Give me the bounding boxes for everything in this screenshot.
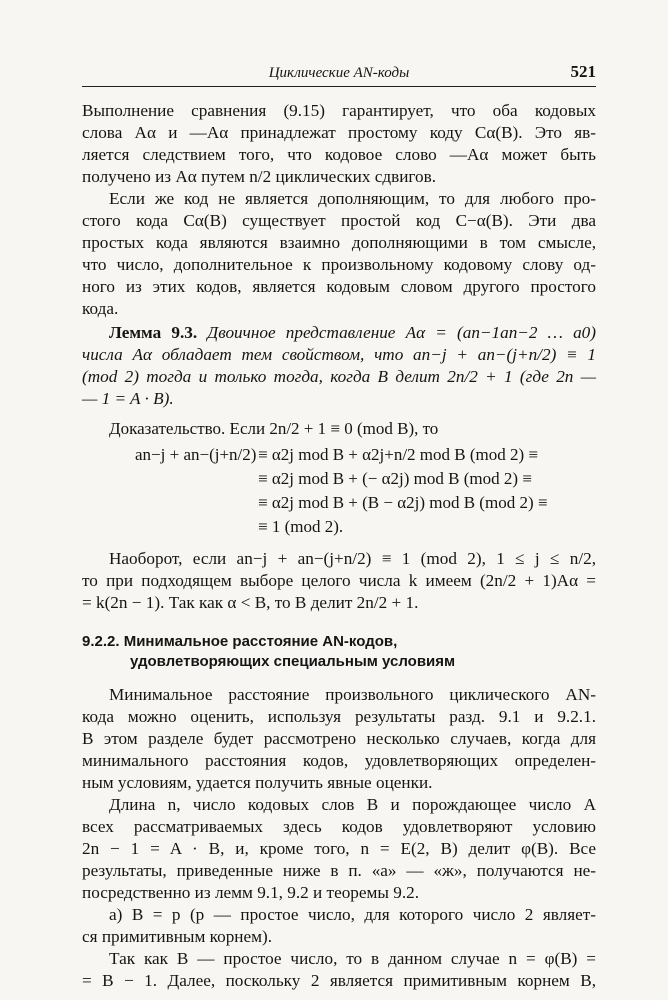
- section-heading: [82, 632, 397, 652]
- text-line: Так как B — простое число, то в данном случае n = φ(B) =: [109, 949, 596, 968]
- section-title-line2: удовлетворяющих специальным условиям: [130, 653, 456, 670]
- text-line: Выполнение сравнения (9.15) гарантирует, что оба кодовых: [82, 101, 596, 120]
- text-line: кода можно оценить, используя результаты разд. 9.1 и 9.2.1.: [82, 707, 596, 726]
- text-line: ным условиям, удается получить явные оценки.: [82, 773, 433, 792]
- page-number: 521: [570, 62, 596, 81]
- lemma-line: (mod 2) тогда и только тогда, когда B делит 2n/2 + 1 (где 2n —: [82, 367, 596, 386]
- text-line: ляется следствием того, что кодовое слово —Aα может быть: [82, 145, 596, 164]
- text-line: получено из Aα путем n/2 циклических сдвигов.: [82, 167, 437, 186]
- proof-row: ≡ 1 (mod 2).: [258, 517, 344, 536]
- text-line: = B − 1. Далее, поскольку 2 является примитивным корнем B,: [82, 971, 596, 990]
- running-title: Циклические AN-коды: [268, 65, 410, 81]
- text-line: результаты, приведенные ниже в п. «а» — «ж», получаются не-: [82, 861, 596, 880]
- text-line: Наоборот, если an−j + an−(j+n/2) ≡ 1 (mod 2), 1 ≤ j ≤ n/2,: [109, 549, 596, 568]
- section-title-line1: Минимальное расстояние AN-кодов,: [123, 633, 398, 650]
- text-line: что число, дополнительное к произвольному кодовому слову од-: [82, 255, 596, 274]
- text-line: = k(2n − 1). Так как α < B, то B делит 2n/2 + 1.: [82, 593, 419, 612]
- section-number: 9.2.2.: [82, 633, 120, 650]
- text-line: Минимальное расстояние произвольного циклического AN-: [109, 685, 596, 704]
- lemma-line: Лемма 9.3. Двоичное представление Aα = (an−1an−2 … a0): [109, 323, 596, 342]
- lemma-line: числа Aα обладает тем свойством, что an−j + an−(j+n/2) ≡ 1: [82, 345, 596, 364]
- lemma-label: Лемма 9.3.: [109, 323, 198, 342]
- proof-intro: Доказательство. Если 2n/2 + 1 ≡ 0 (mod B), то: [109, 419, 439, 438]
- text-line: В этом разделе будет рассмотрено несколько случаев, когда для: [82, 729, 596, 748]
- text-line: посредственно из лемм 9.1, 9.2 и теоремы 9.2.: [82, 883, 420, 902]
- proof-row: ≡ α2j mod B + (− α2j) mod B (mod 2) ≡: [258, 469, 532, 488]
- text-line: 2n − 1 = A · B, и, кроме того, n = E(2, B) делит φ(B). Все: [82, 839, 596, 858]
- text-line: всех рассматриваемых здесь кодов удовлетворяют условию: [82, 817, 596, 836]
- text-line: простых кода являются взаимно дополняющими в том смысле,: [82, 233, 596, 252]
- text-line: Длина n, число кодовых слов B и порождающее число A: [109, 795, 596, 814]
- proof-lhs: an−j + an−(j+n/2): [135, 445, 257, 464]
- proof-row: ≡ α2j mod B + (B − α2j) mod B (mod 2) ≡: [258, 493, 548, 512]
- text-line: ного из этих кодов, является кодовым словом другого простого: [82, 277, 596, 296]
- text-line: а) B = p (p — простое число, для которого число 2 являет-: [109, 905, 596, 924]
- lemma-line: — 1 = A · B).: [82, 389, 174, 408]
- text-line: минимального расстояния кодов, удовлетворяющих определен-: [82, 751, 596, 770]
- text-line: слова Aα и —Aα принадлежат простому коду Cα(B). Это яв-: [82, 123, 596, 142]
- text-line: то при подходящем выборе целого числа k имеем (2n/2 + 1)Aα =: [82, 571, 596, 590]
- text-line: ся примитивным корнем).: [82, 927, 273, 946]
- proof-row: ≡ α2j mod B + α2j+n/2 mod B (mod 2) ≡: [258, 445, 539, 464]
- text-line: Если же код не является дополняющим, то для любого про-: [109, 189, 596, 208]
- page-header: [82, 60, 596, 87]
- text-line: стого кода Cα(B) существует простой код C−α(B). Эти два: [82, 211, 596, 230]
- text-line: кода.: [82, 299, 119, 318]
